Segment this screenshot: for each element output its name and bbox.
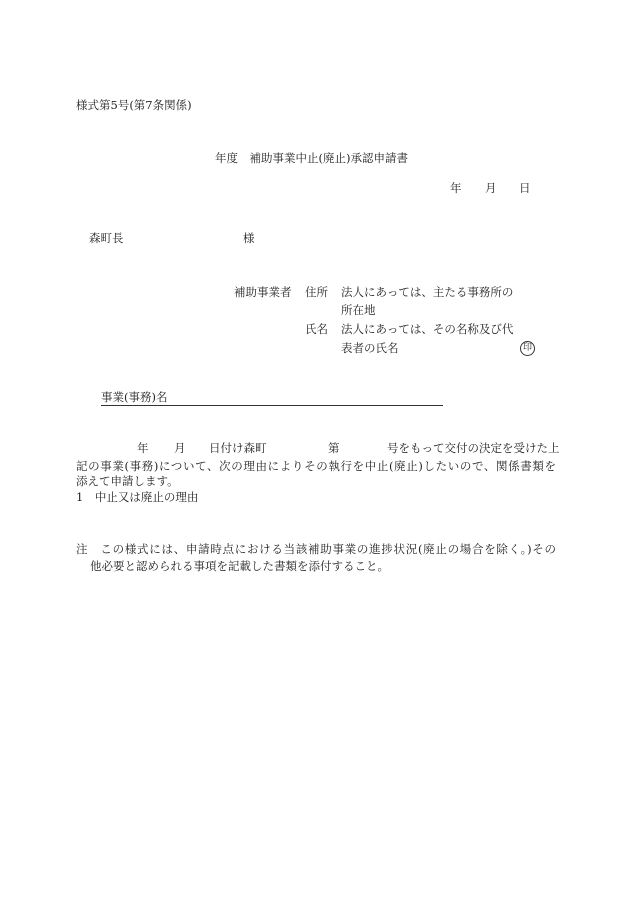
date-month: 月 <box>485 181 497 195</box>
project-name-label: 事業(事務)名 <box>101 390 168 404</box>
date-year: 年 <box>450 181 462 195</box>
body-month: 月 <box>174 441 186 455</box>
body-line3: 添えて申請します。 <box>76 474 179 488</box>
address-label: 住所 <box>305 285 328 299</box>
name-label: 氏名 <box>305 322 328 336</box>
address-note-cont: 所在地 <box>341 303 376 317</box>
address-note: 法人にあっては、主たる事務所の <box>341 285 514 299</box>
body-line2: 記の事業(事務)について、次の理由によりその執行を中止(廃止)したいので、関係書類を <box>76 459 556 473</box>
item-1-reason: 1 中止又は廃止の理由 <box>76 490 199 504</box>
body-date-town: 日付け森町 <box>209 441 267 455</box>
seal-mark: 印 <box>520 341 535 356</box>
form-title: 年度 補助事業中止(廃止)承認申請書 <box>215 151 408 165</box>
project-name-underline <box>101 405 443 406</box>
footnote-line2: 他必要と認められる事項を記載した書類を添付すること。 <box>90 559 389 573</box>
date-day: 日 <box>519 181 531 195</box>
addressee-name: 森町長 <box>89 231 124 245</box>
form-number: 様式第5号(第7条関係) <box>76 98 192 112</box>
footnote-line1: 注 この様式には、申請時点における当該補助事業の進捗状況(廃止の場合を除く。)その <box>76 542 556 556</box>
applicant-label: 補助事業者 <box>234 285 292 299</box>
addressee-honorific: 様 <box>243 231 255 245</box>
body-number-prefix: 第 <box>328 441 340 455</box>
name-note-cont: 表者の氏名 <box>341 341 399 355</box>
name-note: 法人にあっては、その名称及び代 <box>341 322 514 336</box>
body-year: 年 <box>137 441 149 455</box>
body-line1-rest: 号をもって交付の決定を受けた上 <box>387 441 560 455</box>
